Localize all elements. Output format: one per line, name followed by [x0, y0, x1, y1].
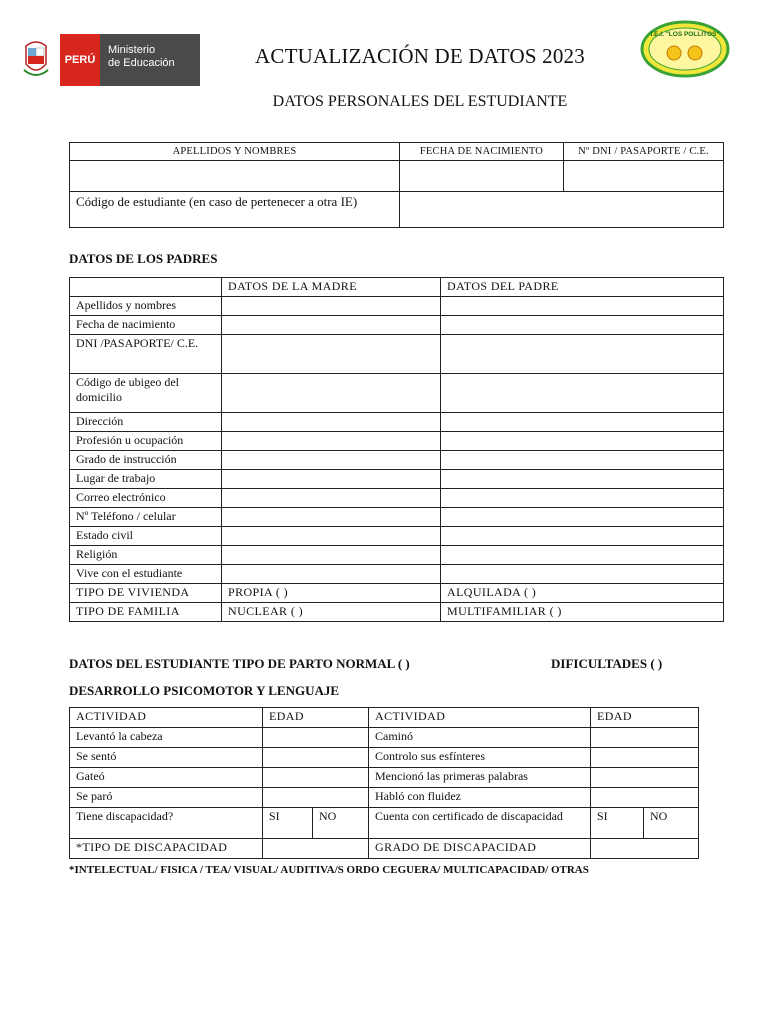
- row-label: Grado de instrucción: [70, 451, 222, 470]
- row-label: Fecha de nacimiento: [70, 316, 222, 335]
- activity-label: Habló con fluidez: [369, 788, 591, 808]
- age-header-right: EDAD: [591, 708, 699, 728]
- development-table: [69, 707, 699, 859]
- row-label: Nº Teléfono / celular: [70, 508, 222, 527]
- parents-table: [69, 277, 724, 622]
- family-option-nuclear[interactable]: NUCLEAR ( ): [222, 603, 441, 622]
- row-label: Estado civil: [70, 527, 222, 546]
- father-field[interactable]: [441, 432, 724, 451]
- disability-grade-field[interactable]: [591, 839, 699, 859]
- student-birth-type-line: DATOS DEL ESTUDIANTE TIPO DE PARTO NORMAL ( ): [69, 656, 410, 671]
- certificate-yes-option[interactable]: SI: [591, 808, 644, 839]
- father-field[interactable]: [441, 508, 724, 527]
- mother-header: DATOS DE LA MADRE: [222, 278, 441, 297]
- father-field[interactable]: [441, 451, 724, 470]
- mother-field[interactable]: [222, 432, 441, 451]
- activity-label: Mencionó las primeras palabras: [369, 768, 591, 788]
- row-label: DNI /PASAPORTE/ C.E.: [70, 335, 222, 374]
- header-birthdate: FECHA DE NACIMIENTO: [400, 143, 564, 161]
- family-label: TIPO DE FAMILIA: [70, 603, 222, 622]
- row-label: Dirección: [70, 413, 222, 432]
- father-field[interactable]: [441, 413, 724, 432]
- ministry-line-2: de Educación: [108, 57, 175, 69]
- page-subtitle: DATOS PERSONALES DEL ESTUDIANTE: [272, 93, 568, 110]
- mother-field[interactable]: [222, 508, 441, 527]
- activity-header-right: ACTIVIDAD: [369, 708, 591, 728]
- row-label: Correo electrónico: [70, 489, 222, 508]
- age-field[interactable]: [263, 768, 369, 788]
- father-field[interactable]: [441, 316, 724, 335]
- header-names: APELLIDOS Y NOMBRES: [70, 143, 400, 161]
- mother-field[interactable]: [222, 470, 441, 489]
- page-title: ACTUALIZACIÓN DE DATOS 2023: [255, 44, 585, 68]
- mother-field[interactable]: [222, 374, 441, 413]
- activity-label: Gateó: [70, 768, 263, 788]
- housing-option-own[interactable]: PROPIA ( ): [222, 584, 441, 603]
- disability-types-footnote: *INTELECTUAL/ FISICA / TEA/ VISUAL/ AUDITIVA/S ORDO CEGUERA/ MULTICAPACIDAD/ OTRAS: [69, 864, 589, 876]
- row-label: Código de ubigeo del domicilio: [70, 374, 222, 413]
- age-header-left: EDAD: [263, 708, 369, 728]
- field-student-names[interactable]: [70, 161, 400, 192]
- father-header: DATOS DEL PADRE: [441, 278, 724, 297]
- parents-corner-cell: [70, 278, 222, 297]
- father-field[interactable]: [441, 489, 724, 508]
- mother-field[interactable]: [222, 565, 441, 584]
- psychomotor-section-title: DESARROLLO PSICOMOTOR Y LENGUAJE: [69, 683, 340, 698]
- header-dni: Nº DNI / PASAPORTE / C.E.: [564, 143, 724, 161]
- mother-field[interactable]: [222, 316, 441, 335]
- father-field[interactable]: [441, 527, 724, 546]
- age-field[interactable]: [263, 788, 369, 808]
- row-label: Profesión u ocupación: [70, 432, 222, 451]
- activity-label: Caminó: [369, 728, 591, 748]
- father-field[interactable]: [441, 470, 724, 489]
- row-label: Vive con el estudiante: [70, 565, 222, 584]
- disability-type-field[interactable]: [263, 839, 369, 859]
- activity-label: Levantó la cabeza: [70, 728, 263, 748]
- father-field[interactable]: [441, 297, 724, 316]
- certificate-question: Cuenta con certificado de discapacidad: [369, 808, 591, 839]
- housing-option-rented[interactable]: ALQUILADA ( ): [441, 584, 724, 603]
- mother-field[interactable]: [222, 527, 441, 546]
- parents-section-title: DATOS DE LOS PADRES: [69, 251, 218, 266]
- disability-grade-label: GRADO DE DISCAPACIDAD: [369, 839, 591, 859]
- field-student-code[interactable]: [400, 192, 724, 228]
- mother-field[interactable]: [222, 451, 441, 470]
- disability-yes-option[interactable]: SI: [263, 808, 313, 839]
- mother-field[interactable]: [222, 335, 441, 374]
- row-label: Apellidos y nombres: [70, 297, 222, 316]
- disability-no-option[interactable]: NO: [313, 808, 369, 839]
- difficulties-line: DIFICULTADES ( ): [551, 656, 663, 671]
- mother-field[interactable]: [222, 546, 441, 565]
- disability-question: Tiene discapacidad?: [70, 808, 263, 839]
- age-field[interactable]: [591, 748, 699, 768]
- field-student-dni[interactable]: [564, 161, 724, 192]
- age-field[interactable]: [591, 728, 699, 748]
- father-field[interactable]: [441, 546, 724, 565]
- activity-label: Controlo sus esfínteres: [369, 748, 591, 768]
- school-logo-text: I.E.I. "LOS POLLITOS": [650, 31, 720, 38]
- label-student-code: Código de estudiante (en caso de pertenecer a otra IE): [70, 192, 400, 228]
- father-field[interactable]: [441, 335, 724, 374]
- student-identity-table: [69, 142, 724, 228]
- father-field[interactable]: [441, 565, 724, 584]
- activity-header-left: ACTIVIDAD: [70, 708, 263, 728]
- disability-type-label: *TIPO DE DISCAPACIDAD: [70, 839, 263, 859]
- age-field[interactable]: [591, 768, 699, 788]
- mother-field[interactable]: [222, 413, 441, 432]
- row-label: Religión: [70, 546, 222, 565]
- mother-field[interactable]: [222, 489, 441, 508]
- age-field[interactable]: [591, 788, 699, 808]
- certificate-no-option[interactable]: NO: [644, 808, 699, 839]
- father-field[interactable]: [441, 374, 724, 413]
- mother-field[interactable]: [222, 297, 441, 316]
- activity-label: Se paró: [70, 788, 263, 808]
- field-student-birthdate[interactable]: [400, 161, 564, 192]
- row-label: Lugar de trabajo: [70, 470, 222, 489]
- age-field[interactable]: [263, 728, 369, 748]
- age-field[interactable]: [263, 748, 369, 768]
- peru-brand: PERÚ: [60, 34, 100, 86]
- housing-label: TIPO DE VIVIENDA: [70, 584, 222, 603]
- family-option-multi[interactable]: MULTIFAMILIAR ( ): [441, 603, 724, 622]
- ministry-line-1: Ministerio: [108, 44, 156, 56]
- activity-label: Se sentó: [70, 748, 263, 768]
